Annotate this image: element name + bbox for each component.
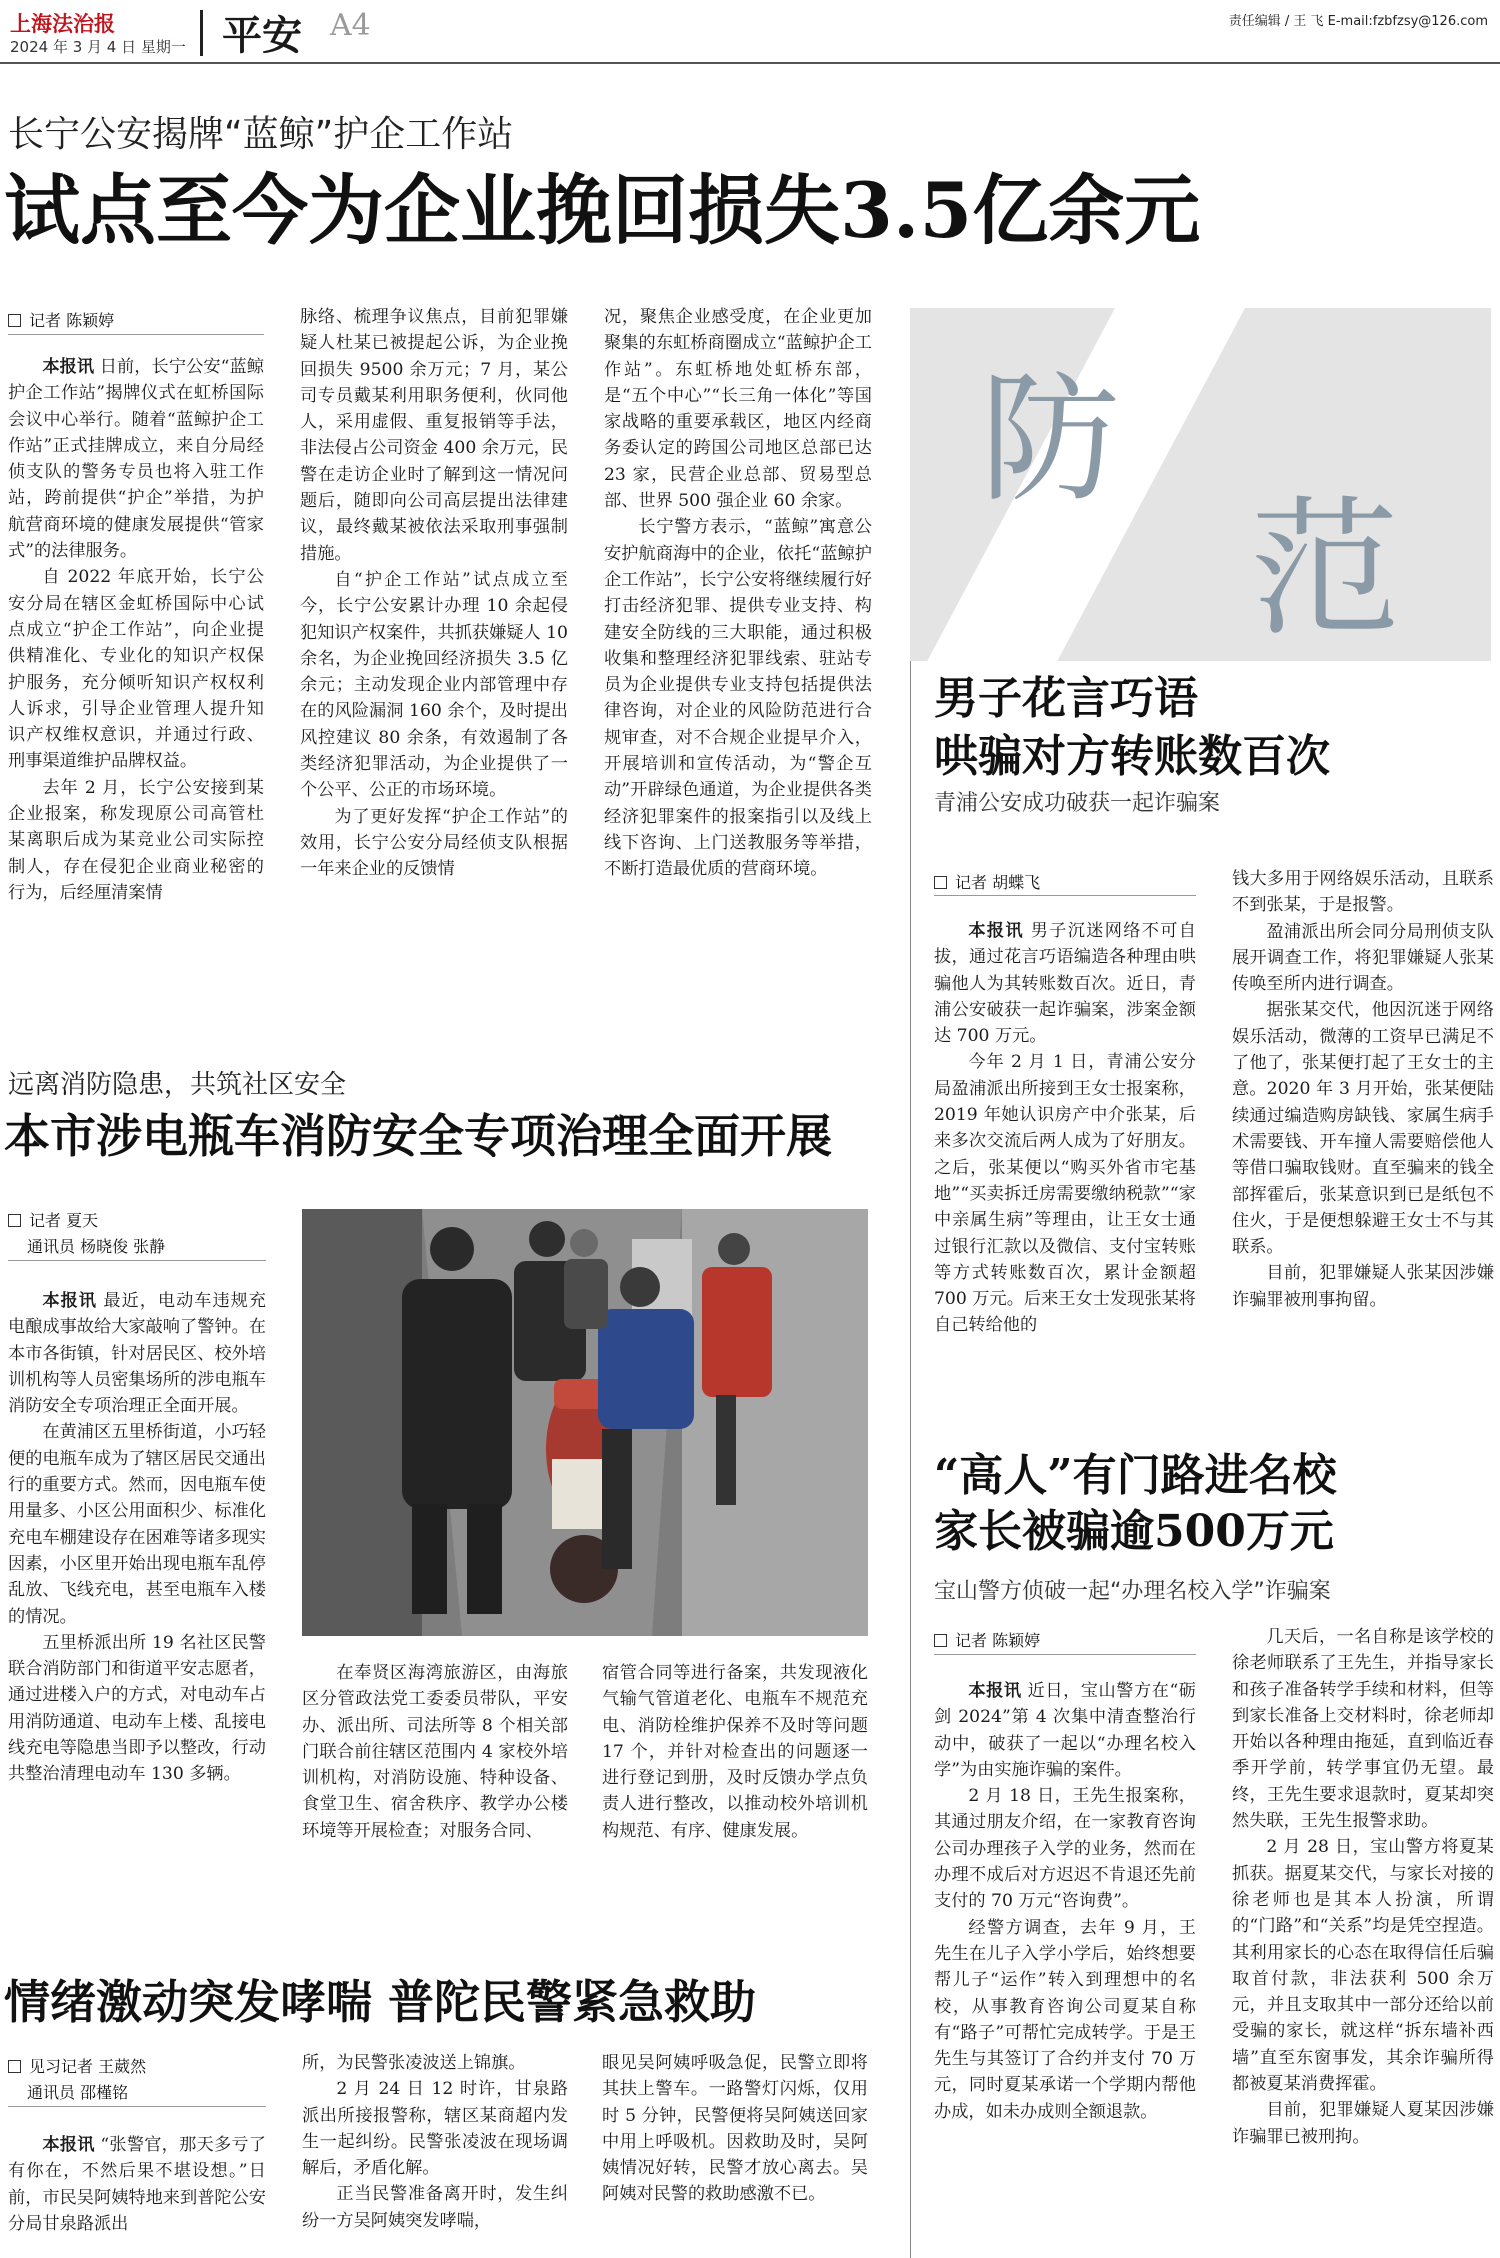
story5-column-2 [302,2050,568,2234]
story5-column-3 [602,2050,868,2208]
article-paragraph [302,1660,568,1844]
story1-headline: 试点至今为企业挽回损失3.5亿余元 [4,166,1201,255]
banner-char-fang: 防 [980,359,1121,522]
banner-char-fan: 范 [1250,483,1401,657]
story3-column-3 [602,1660,868,1844]
story3-kicker: 远离消防隐患，共筑社区安全 [8,1070,347,1100]
article-paragraph [300,304,568,567]
article-paragraph [8,1630,266,1788]
article-paragraph [602,2050,868,2208]
article-paragraph [300,567,568,804]
story4-byline-text: 记者 陈颖婷 [955,1631,1041,1650]
story5-byline-2: 通讯员 邵槿铭 [27,2083,129,2102]
article-paragraph [8,775,264,906]
paragraph-text: 自“护企工作站”试点成立至今，长宁公安累计办理 10 余起侵犯知识产权案件，共抓获嫌疑人 10 余名，为企业挽回经济损失 3.5 亿余元；主动发现企业内部管理中存在的风险漏洞 160 余个，及时提出风控建议 80 余条，有效遏制了各类经济犯罪活动，为企业提供了一个公平、公正的市场环境。 [300,569,568,801]
story3-column-1 [8,1288,266,1788]
article-paragraph [302,2050,568,2076]
paragraph-text: 2 月 18 日，王先生报案称，其通过朋友介绍，在一家教育咨询公司办理孩子入学的业务，然而在办理不成后对方迟迟不肯退还先前支付的 70 万元“咨询费”。 [934,1786,1196,1912]
story5-column-1 [8,2132,266,2237]
story3-photo [302,1209,868,1636]
article-paragraph [934,1678,1196,1783]
article-paragraph [1232,2097,1494,2150]
byline-rule [934,1654,1196,1655]
paragraph-text: 长宁警方表示，“蓝鲸”寓意公安护航商海中的企业，依托“蓝鲸护企工作站”，长宁公安将继续履行好打击经济犯罪、提供专业支持、构建安全防线的三大职能，通过积极收集和整理经济犯罪线索、驻站专员为企业提供专业支持包括提供法律咨询，对企业的风险防范进行合规审查，对不合规企业提早介入，开展培训和宣传活动，为“警企互动”开辟绿色通道，为企业提供各类经济犯罪案件的报案指引以及线上线下咨询、上门送教服务等举措，不断打造最优质的营商环境。 [604,517,872,880]
article-paragraph [604,304,872,514]
paragraph-text: 2 月 24 日 12 时许，甘泉路派出所接报警称，辖区某商超内发生一起纠纷。民警张凌波在现场调解后，矛盾化解。 [302,2079,568,2179]
paragraph-text: 五里桥派出所 19 名社区民警联合消防部门和街道平安志愿者，通过进楼入户的方式，对电动车占用消防通道、电动车上楼、乱接电线充电等隐患当即予以整改，行动共整治清理电动车 130 多辆。 [8,1632,266,1785]
article-paragraph [1232,997,1494,1260]
story3-byline [8,1208,98,1231]
byline-box-icon [934,1634,947,1647]
story4-column-1 [934,1678,1196,2125]
article-paragraph [604,514,872,882]
article-paragraph [8,1288,266,1419]
story2-subhead: 青浦公安成功破获一起诈骗案 [934,791,1221,816]
paragraph-text: 男子沉迷网络不可自拔，通过花言巧语编造各种理由哄骗他人为其转账数百次。近日，青浦公安破获一起诈骗案，涉案金额达 700 万元。 [934,921,1196,1047]
dateline-lead: 本报讯 [42,2135,95,2155]
masthead-divider [200,10,203,56]
story4-subhead: 宝山警方侦破一起“办理名校入学”诈骗案 [934,1579,1331,1604]
article-paragraph [302,2076,568,2181]
paragraph-text: 日前，长宁公安“蓝鲸护企工作站”揭牌仪式在虹桥国际会议中心举行。随着“蓝鲸护企工作站”正式挂牌成立，来自分局经侦支队的警务专员也将入驻工作站，跨前提供“护企”举措，为护航营商环境的健康发展提供“管家式”的法律服务。 [8,357,264,562]
paragraph-text: 眼见吴阿姨呼吸急促，民警立即将其扶上警车。一路警灯闪烁，仅用时 5 分钟，民警便将吴阿姨送回家中用上呼吸机。因救助及时，吴阿姨情况好转，民警才放心离去。吴阿姨对民警的救助感激不已。 [602,2053,868,2205]
story4-headline-line1: “高人”有门路进名校 [934,1450,1337,1501]
story5-byline [8,2054,146,2077]
story2-column-1 [934,918,1196,1339]
paragraph-text: “张警官，那天多亏了有你在，不然后果不堪设想。”日前，市民吴阿姨特地来到普陀公安分局甘泉路派出 [8,2135,266,2234]
article-paragraph [934,1783,1196,1914]
story2-headline-line1: 男子花言巧语 [934,673,1198,724]
article-paragraph [602,1660,868,1844]
paragraph-text: 盈浦派出所会同分局刑侦支队展开调查工作，将犯罪嫌疑人张某传唤至所内进行调查。 [1232,921,1494,995]
issue-date: 2024 年 3 月 4 日 星期一 [10,38,186,56]
paragraph-text: 脉络、梳理争议焦点，目前犯罪嫌疑人杜某已被提起公诉，为企业挽回损失 9500 余万元；7 月，某公司专员戴某利用职务便利，伙同他人，采用虚假、重复报销等手法，非法侵占公司资金 400 余万元，民警在走访企业时了解到这一情况问题后，随即向公司高层提出法律建议，最终戴某被依法采取刑事强制措施。 [300,307,568,564]
dateline-lead: 本报讯 [968,1681,1022,1701]
page-number: A4 [330,8,371,43]
prevention-column-banner [910,308,1491,661]
story4-headline-line2: 家长被骗逾500万元 [934,1506,1334,1557]
paragraph-text: 最近，电动车违规充电酿成事故给大家敲响了警钟。在本市各街镇，针对居民区、校外培训机构等人员密集场所的涉电瓶车消防安全专项治理正全面开展。 [8,1291,266,1417]
article-paragraph [302,2181,568,2234]
editor-credit: 责任编辑 / 王 飞 E-mail:fzbfzsy@126.com [1228,14,1488,29]
byline-rule [8,2106,266,2107]
story1-byline-text: 记者 陈颖婷 [29,311,115,330]
article-paragraph [8,2132,266,2237]
byline-rule [8,1260,266,1261]
article-paragraph [934,1915,1196,2125]
paragraph-text: 目前，犯罪嫌疑人夏某因涉嫌诈骗罪已被刑拘。 [1232,2100,1494,2147]
article-paragraph [300,804,568,883]
paragraph-text: 钱大多用于网络娱乐活动，且联系不到张某，于是报警。 [1232,869,1494,916]
story3-byline-text: 记者 夏天 [29,1211,99,1230]
story1-column-2 [300,304,568,883]
story4-column-2 [1232,1624,1494,2150]
masthead-rule [0,62,1500,64]
article-paragraph [934,1049,1196,1338]
paragraph-text: 经警方调查，去年 9 月，王先生在儿子入学小学后，始终想要帮儿子“运作”转入到理想中的名校，从事教育咨询公司夏某自称有“路子”可帮忙完成转学。于是王先生与其签订了合约并支付 70 万元，同时夏某承诺一个学期内帮他办成，如未办成则全额退款。 [934,1917,1196,2122]
story1-column-1 [8,354,264,906]
article-paragraph [1232,866,1494,919]
byline-box-icon [8,1214,21,1227]
article-paragraph [1232,919,1494,998]
story1-byline [8,308,114,331]
newspaper-logo: 上海法治报 [10,11,115,36]
byline-box-icon [8,2060,21,2073]
story2-headline-line2: 哄骗对方转账数百次 [934,731,1330,782]
story3-column-2 [302,1660,568,1844]
story4-byline [934,1628,1040,1651]
dateline-lead: 本报讯 [42,1291,97,1311]
paragraph-text: 在黄浦区五里桥街道，小巧轻便的电瓶车成为了辖区居民交通出行的重要方式。然而，因电瓶车使用量多、小区公用面积少、标准化充电车棚建设存在困难等诸多现实因素，小区里开始出现电瓶车乱停乱放、飞线充电，甚至电瓶车入楼的情况。 [8,1422,266,1627]
paragraph-text: 目前，犯罪嫌疑人张某因涉嫌诈骗罪被刑事拘留。 [1232,1263,1494,1310]
story3-byline-2: 通讯员 杨晓俊 张静 [27,1237,166,1256]
paragraph-text: 宿管合同等进行备案，共发现液化气输气管道老化、电瓶车不规范充电、消防栓维护保养不及时等问题 17 个，并针对检查出的问题逐一进行登记到册，及时反馈办学点负责人进行整改，以推动校外培训机构规范、有序、健康发展。 [602,1663,868,1841]
byline-rule [8,334,264,335]
paragraph-text: 去年 2 月，长宁公安接到某企业报案，称发现原公司高管杜某离职后成为某竞业公司实际控制人，存在侵犯企业商业秘密的行为，后经厘清案情 [8,777,264,903]
paragraph-text: 正当民警准备离开时，发生纠纷一方吴阿姨突发哮喘， [302,2184,568,2231]
police-scooter-photo [302,1209,868,1636]
story3-headline: 本市涉电瓶车消防安全专项治理全面开展 [4,1109,832,1163]
section-title: 平安 [222,13,302,59]
paragraph-text: 在奉贤区海湾旅游区，由海旅区分管政法党工委委员带队，平安办、派出所、司法所等 8 个相关部门联合前往辖区范围内 4 家校外培训机构，对消防设施、特种设备、食堂卫生、宿舍秩序、教学办公楼环境等开展检查；对服务合同、 [302,1663,568,1841]
article-paragraph [934,918,1196,1049]
story1-kicker: 长宁公安揭牌“蓝鲸”护企工作站 [8,114,514,155]
paragraph-text: 自 2022 年底开始，长宁公安分局在辖区金虹桥国际中心试点成立“护企工作站”，向企业提供精准化、专业化的知识产权保护服务，充分倾听知识产权权利人诉求，引导企业管理人提升知识产权维权意识，并通过行政、刑事渠道维护品牌权益。 [8,567,264,772]
paragraph-text: 今年 2 月 1 日，青浦公安分局盈浦派出所接到王女士报案称，2019 年她认识房产中介张某，后来多次交流后两人成为了好朋友。之后，张某便以“购买外省市宅基地”“买卖拆迁房需要缴纳税款”“家中亲属生病”等理由，让王女士通过银行汇款以及微信、支付宝转账等方式转账数百次，累计金额超 700 万元。后来王女士发现张某将自己转给他的 [934,1052,1196,1336]
story1-column-3 [604,304,872,883]
story5-headline: 情绪激动突发哮喘 普陀民警紧急救助 [4,1975,757,2029]
byline-box-icon [934,876,947,889]
paragraph-text: 所，为民警张凌波送上锦旗。 [302,2053,526,2073]
article-paragraph [1232,1624,1494,1834]
story2-byline [934,870,1040,893]
article-paragraph [1232,1260,1494,1313]
paragraph-text: 为了更好发挥“护企工作站”的效用，长宁公安分局经侦支队根据一年来企业的反馈情 [300,806,568,880]
article-paragraph [8,564,264,774]
dateline-lead: 本报讯 [968,921,1024,941]
article-paragraph [1232,1834,1494,2097]
story2-byline-text: 记者 胡蝶飞 [955,873,1041,892]
story5-byline-text: 见习记者 王葳然 [29,2057,147,2076]
paragraph-text: 几天后，一名自称是该学校的徐老师联系了王先生，并指导家长和孩子准备转学手续和材料，但等到家长准备上交材料时，徐老师却开始以各种理由拖延，直到临近春季开学前，转学事宜仍无望。最终，王先生要求退款时，夏某却突然失联，王先生报警求助。 [1232,1627,1494,1832]
paragraph-text: 2 月 28 日，宝山警方将夏某抓获。据夏某交代，与家长对接的徐老师也是其本人扮演，所谓的“门路”和“关系”均是凭空捏造。其利用家长的心态在取得信任后骗取首付款，非法获利 500 余万元，并且支取其中一部分还给以前受骗的家长，就这样“拆东墙补西墙”直至东窗事发，其余诈骗所得都被夏某消费挥霍。 [1232,1837,1494,2095]
paragraph-text: 况，聚焦企业感受度，在企业更加聚集的东虹桥商圈成立“蓝鲸护企工作站”。东虹桥地处虹桥东部，是“五个中心”“长三角一体化”等国家战略的重要承载区，地区内经商务委认定的跨国公司地区总部已达 23 家，民营企业总部、贸易型总部、世界 500 强企业 60 余家。 [604,307,872,512]
story2-column-2 [1232,866,1494,1313]
paragraph-text: 据张某交代，他因沉迷于网络娱乐活动，微薄的工资早已满足不了他了，张某便打起了王女士的主意。2020 年 3 月开始，张某便陆续通过编造购房缺钱、家属生病手术需要钱、开车撞人需要赔偿他人等借口骗取钱财。直至骗来的钱全部挥霍后，张某意识到已是纸包不住火，于是便想躲避王女士不与其联系。 [1232,1000,1494,1258]
article-paragraph [8,1419,266,1629]
byline-rule [934,895,1196,896]
paragraph-text: 近日，宝山警方在“砺剑 2024”第 4 次集中清查整治行动中，破获了一起以“办理名校入学”为由实施诈骗的案件。 [934,1681,1196,1780]
byline-box-icon [8,314,21,327]
dateline-lead: 本报讯 [42,357,95,377]
article-paragraph [8,354,264,564]
